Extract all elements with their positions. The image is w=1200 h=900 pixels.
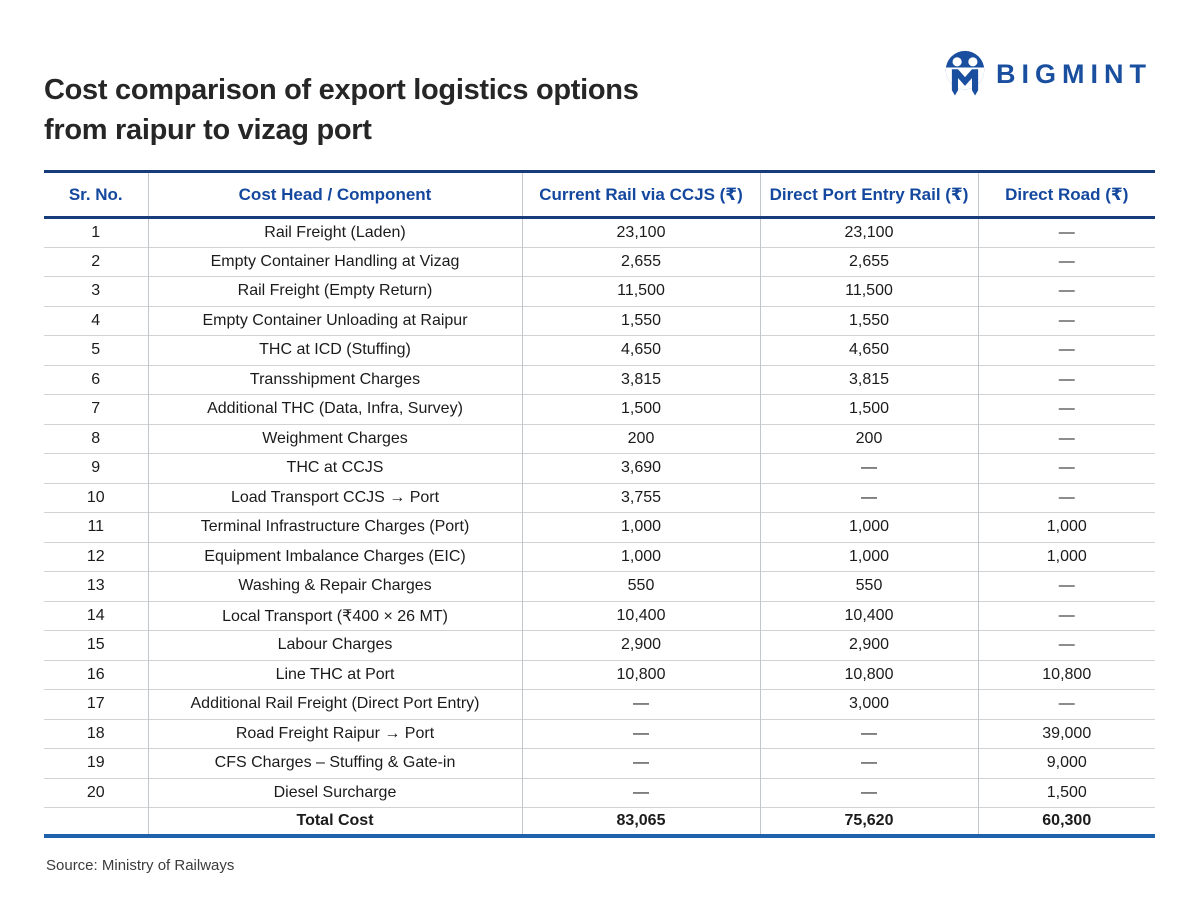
- page-title-line1: Cost comparison of export logistics options: [44, 74, 639, 106]
- table-row: [44, 778, 1155, 808]
- ccjs-value-cell: 83,065: [522, 808, 760, 836]
- sr-no-cell: 13: [44, 572, 148, 602]
- direct-port-rail-value-cell: 1,500: [760, 395, 978, 425]
- component-cell: Empty Container Unloading at Raipur: [148, 306, 522, 336]
- direct-port-rail-value-cell: 1,000: [760, 542, 978, 572]
- sr-no-cell: 17: [44, 690, 148, 720]
- direct-port-rail-value-cell: 10,800: [760, 660, 978, 690]
- component-cell: Empty Container Handling at Vizag: [148, 247, 522, 277]
- cost-table-wrap: [44, 170, 1155, 838]
- component-cell: Equipment Imbalance Charges (EIC): [148, 542, 522, 572]
- table-row: [44, 660, 1155, 690]
- table-row: [44, 542, 1155, 572]
- ccjs-value-cell: 2,655: [522, 247, 760, 277]
- component-cell: Terminal Infrastructure Charges (Port): [148, 513, 522, 543]
- direct-port-rail-value-cell: 4,650: [760, 336, 978, 366]
- direct-port-rail-value-cell: 75,620: [760, 808, 978, 836]
- direct-road-value-cell: —: [978, 424, 1155, 454]
- sr-no-cell: 8: [44, 424, 148, 454]
- sr-no-cell: 15: [44, 631, 148, 661]
- direct-port-rail-value-cell: 550: [760, 572, 978, 602]
- direct-port-rail-value-cell: —: [760, 749, 978, 779]
- ccjs-value-cell: 3,755: [522, 483, 760, 513]
- table-row: [44, 365, 1155, 395]
- total-label-cell: Total Cost: [148, 808, 522, 836]
- ccjs-value-cell: 10,400: [522, 601, 760, 631]
- table-row: [44, 483, 1155, 513]
- direct-road-value-cell: 39,000: [978, 719, 1155, 749]
- direct-road-value-cell: —: [978, 601, 1155, 631]
- ccjs-value-cell: —: [522, 690, 760, 720]
- direct-road-value-cell: —: [978, 247, 1155, 277]
- direct-road-value-cell: —: [978, 277, 1155, 307]
- table-row: [44, 336, 1155, 366]
- sr-no-cell: 14: [44, 601, 148, 631]
- component-cell: Weighment Charges: [148, 424, 522, 454]
- direct-port-rail-value-cell: 10,400: [760, 601, 978, 631]
- sr-no-cell: 1: [44, 218, 148, 248]
- direct-road-value-cell: —: [978, 690, 1155, 720]
- sr-no-cell: 16: [44, 660, 148, 690]
- direct-port-rail-value-cell: —: [760, 719, 978, 749]
- sr-no-cell: [44, 808, 148, 836]
- column-header-3: Current Rail via CCJS (₹): [522, 172, 760, 218]
- ccjs-value-cell: 1,550: [522, 306, 760, 336]
- ccjs-value-cell: —: [522, 778, 760, 808]
- direct-road-value-cell: —: [978, 218, 1155, 248]
- direct-road-value-cell: 60,300: [978, 808, 1155, 836]
- direct-road-value-cell: —: [978, 336, 1155, 366]
- cost-comparison-table: [44, 170, 1155, 838]
- component-cell: Diesel Surcharge: [148, 778, 522, 808]
- direct-port-rail-value-cell: 200: [760, 424, 978, 454]
- column-header-1: Sr. No.: [44, 172, 148, 218]
- source-note: Source: Ministry of Railways: [46, 857, 235, 874]
- sr-no-cell: 2: [44, 247, 148, 277]
- table-row: [44, 454, 1155, 484]
- sr-no-cell: 9: [44, 454, 148, 484]
- sr-no-cell: 6: [44, 365, 148, 395]
- direct-road-value-cell: —: [978, 454, 1155, 484]
- component-cell: Washing & Repair Charges: [148, 572, 522, 602]
- column-header-5: Direct Road (₹): [978, 172, 1155, 218]
- table-row: [44, 631, 1155, 661]
- ccjs-value-cell: 4,650: [522, 336, 760, 366]
- ccjs-value-cell: 1,000: [522, 513, 760, 543]
- bigmint-wordmark: BIGMINT: [996, 59, 1152, 89]
- component-cell: Additional Rail Freight (Direct Port Entry): [148, 690, 522, 720]
- direct-road-value-cell: —: [978, 395, 1155, 425]
- page-title-line2: from raipur to vizag port: [44, 114, 372, 146]
- component-cell: THC at ICD (Stuffing): [148, 336, 522, 366]
- component-cell: Transshipment Charges: [148, 365, 522, 395]
- ccjs-value-cell: 23,100: [522, 218, 760, 248]
- direct-road-value-cell: 1,000: [978, 513, 1155, 543]
- direct-road-value-cell: —: [978, 483, 1155, 513]
- ccjs-value-cell: —: [522, 749, 760, 779]
- direct-road-value-cell: —: [978, 631, 1155, 661]
- direct-port-rail-value-cell: 1,000: [760, 513, 978, 543]
- table-row: [44, 424, 1155, 454]
- direct-road-value-cell: —: [978, 572, 1155, 602]
- ccjs-value-cell: 2,900: [522, 631, 760, 661]
- component-cell: Line THC at Port: [148, 660, 522, 690]
- direct-road-value-cell: 1,500: [978, 778, 1155, 808]
- direct-road-value-cell: 10,800: [978, 660, 1155, 690]
- table-header-row: [44, 172, 1155, 218]
- sr-no-cell: 18: [44, 719, 148, 749]
- table-row: [44, 601, 1155, 631]
- bigmint-monogram-icon: [943, 50, 987, 99]
- ccjs-value-cell: 1,500: [522, 395, 760, 425]
- table-row: [44, 306, 1155, 336]
- ccjs-value-cell: 10,800: [522, 660, 760, 690]
- column-header-4: Direct Port Entry Rail (₹): [760, 172, 978, 218]
- sr-no-cell: 19: [44, 749, 148, 779]
- component-cell: Load Transport CCJS → Port: [148, 483, 522, 513]
- ccjs-value-cell: 200: [522, 424, 760, 454]
- component-cell: Road Freight Raipur → Port: [148, 719, 522, 749]
- sr-no-cell: 5: [44, 336, 148, 366]
- column-header-2: Cost Head / Component: [148, 172, 522, 218]
- direct-port-rail-value-cell: —: [760, 454, 978, 484]
- page-title: [44, 70, 639, 150]
- sr-no-cell: 7: [44, 395, 148, 425]
- table-row: [44, 277, 1155, 307]
- table-row: [44, 247, 1155, 277]
- table-row: [44, 395, 1155, 425]
- direct-port-rail-value-cell: 2,900: [760, 631, 978, 661]
- sr-no-cell: 12: [44, 542, 148, 572]
- direct-port-rail-value-cell: 2,655: [760, 247, 978, 277]
- component-cell: Local Transport (₹400 × 26 MT): [148, 601, 522, 631]
- table-row: [44, 749, 1155, 779]
- table-row: [44, 719, 1155, 749]
- direct-port-rail-value-cell: 23,100: [760, 218, 978, 248]
- ccjs-value-cell: 11,500: [522, 277, 760, 307]
- ccjs-value-cell: 3,815: [522, 365, 760, 395]
- table-row: [44, 513, 1155, 543]
- sr-no-cell: 10: [44, 483, 148, 513]
- table-row: [44, 690, 1155, 720]
- component-cell: CFS Charges – Stuffing & Gate-in: [148, 749, 522, 779]
- total-row: [44, 808, 1155, 836]
- table-row: [44, 572, 1155, 602]
- table-body: [44, 218, 1155, 836]
- direct-road-value-cell: 1,000: [978, 542, 1155, 572]
- direct-port-rail-value-cell: 1,550: [760, 306, 978, 336]
- direct-port-rail-value-cell: —: [760, 483, 978, 513]
- direct-port-rail-value-cell: —: [760, 778, 978, 808]
- direct-port-rail-value-cell: 3,000: [760, 690, 978, 720]
- direct-port-rail-value-cell: 3,815: [760, 365, 978, 395]
- direct-road-value-cell: —: [978, 365, 1155, 395]
- ccjs-value-cell: 3,690: [522, 454, 760, 484]
- component-cell: Labour Charges: [148, 631, 522, 661]
- table-row: [44, 218, 1155, 248]
- ccjs-value-cell: —: [522, 719, 760, 749]
- sr-no-cell: 3: [44, 277, 148, 307]
- sr-no-cell: 4: [44, 306, 148, 336]
- component-cell: Rail Freight (Empty Return): [148, 277, 522, 307]
- bigmint-logo: [943, 50, 1152, 99]
- sr-no-cell: 11: [44, 513, 148, 543]
- component-cell: THC at CCJS: [148, 454, 522, 484]
- direct-road-value-cell: 9,000: [978, 749, 1155, 779]
- component-cell: Rail Freight (Laden): [148, 218, 522, 248]
- ccjs-value-cell: 1,000: [522, 542, 760, 572]
- direct-port-rail-value-cell: 11,500: [760, 277, 978, 307]
- ccjs-value-cell: 550: [522, 572, 760, 602]
- component-cell: Additional THC (Data, Infra, Survey): [148, 395, 522, 425]
- direct-road-value-cell: —: [978, 306, 1155, 336]
- sr-no-cell: 20: [44, 778, 148, 808]
